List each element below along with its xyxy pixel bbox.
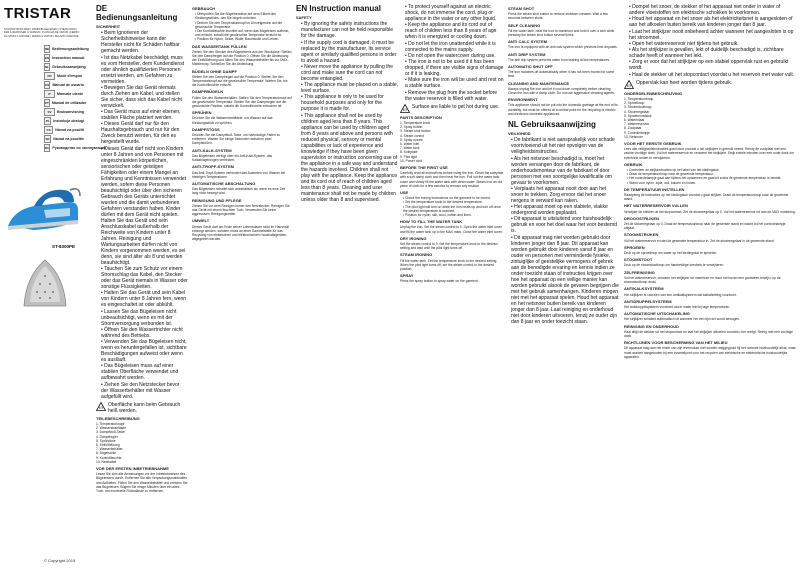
en-list-item: • If the supply cord is damaged, it must be replaced by the manufacturer, its service agent or similarly qualified persons in order to avoid a hazard. [301,40,398,64]
language-item [44,98,87,107]
de-list-item: • Die Kontrollleuchte leuchtet auf, wenn das Bügeleisen aufheizt, und erlischt, sobald die gewünschte Temperatur erreicht ist. [195,29,292,37]
soleplate-illustration [20,256,70,316]
de-list-item: • Dieses Gerät darf nur für den Haushaltsgebrauch und nur für den Zweck benutzt werden, für den es hergestellt wurde. [101,121,188,145]
hot-surface-warning-icon [96,402,106,411]
en-parts-block: PARTS DESCRIPTION 1. Temperature knob 2. Spray button 3. Steam shot button 4. Steam control 5. Spray nozzle 6. Water inlet 7. Water tank 8. Soleplate 9. Pilot light 10. Power cord BEFORE THE FIRST USE Carefully read all instructions before using the iron. Clean the soleplate with a soft damp cloth and then heat the iron. Pull out the water tank cover and slowly fill the water tank with clean water. Steam iron an old piece of cloth for a few minutes to remove any residue. USE • Check the ironing instructions on the garment to be ironed. • Set the temperature knob to the desired temperature. • The pilot light will turn on while the iron heats up and turn off once the desired temperature is reached. • Position for nylon, silk, wool, cotton and linen. HOW TO FILL THE WATER TANK Unplug the iron. Set the steam control to 0. Open the water inlet cover and fill the water tank up to the MAX mark. Close the water inlet cover. DRY IRONING Set the steam control to 0. Set the temperature knob to the desired setting and wait until the pilot light turns off. STEAM IRONING Fill the water tank. Set the temperature knob to the desired setting. When the pilot light turns off, set the steam control to the desired position. SPRAY Press the spray button to spray water on the garment. [400,116,504,284]
de-list-item: • Überprüfen Sie die Bügelhinweise auf dem Etikett des Kleidungsstücks, das Sie bügeln möchten. [195,12,292,20]
de-section-heading: UMWELT [192,218,210,224]
de-section-heading: REINIGUNG UND PFLEGE [192,197,242,203]
nl-list-item: • Het apparaat moet op een stabiele, vlakke ondergrond worden geplaatst. [511,204,620,216]
nl-part-item: 2. Sproeiknop [624,101,645,106]
language-code-badge: EN [45,55,50,60]
en-list-item: • This appliance shall not be used by children aged less than 8 years. This appliance can be used by children aged from 8 years and above and persons with reduced physical, sensory or mental capabilities or lack of experience and knowledge if they have been given supervision or instruction concerning use of the appliance in a safe way and understand the hazards involved. Children shall not play with the appliance. Keep the appliance and its cord out of reach of children aged less than 8 years. Cleaning and user maintenance shall not be made by children unless older than 8 and supervised. [301,113,398,203]
nl-section-text: Het strijkijzer is voorzien van een antikalksysteem dat kalkafzetting voorkomt. [624,292,737,297]
language-code-badge: FR [44,72,55,80]
language-item [44,134,84,143]
de-section-text: Dieses Gerät darf am Ende seiner Lebensdauer nicht im Hausmüll entsorgt werden, sondern muss an einer Sammelstelle für das Recycling von elektrischen und elektronischen Haushaltsgeräten abgegeben werden. [192,224,289,242]
language-code-badge: IT [44,90,55,98]
nl-section-heading: HET WATERRESERVOIR VULLEN [624,203,688,209]
en-part-item: 7. Water tank [400,146,420,151]
en-section-text: Set the steam control to 0. Set the temperature knob to the desired setting and wait until the pilot light turns off. [400,242,498,251]
de-safety-list [96,30,188,400]
en-title: EN Instruction manual [296,4,381,13]
nl-list-item: • Controleer de strijkinstructies op het label van het kledingstuk. [627,168,796,172]
en-list-item: • The appliance must be placed on a stable, level surface. [301,82,398,94]
de-list-item: • Halten Sie das Gerät und sein Kabel von Kindern unter 8 Jahren fern, wenn es eingeschaltet ist oder abkühlt. [101,290,188,308]
language-item [44,53,84,62]
en-section-text: The iron switches off automatically when it has not been moved for some time. [508,70,615,79]
en-list-item: • Keep the appliance and its cord out of reach of children less than 8 years of age when it is energized or cooling down. [405,22,504,40]
product-subtitle: STOOMSTRIJKIJZER | DAMPFBÜGELEISEN | STEAM IRON | FER À REPASSER À VAPEUR | PLANCHA DE VAPOR | FERRO DA STIRO A VAPORE | FERRO A VAPOR | ŻELAZKO PAROWE [4,28,80,38]
language-code-badge: PL [45,118,50,123]
de-part-item: 7. Wasserbehälter [96,447,123,452]
en-hot-surface-warning: Surface are liable to get hot during use. [400,104,504,113]
nl-section-heading: STOOMSTRIJKEN [624,232,659,238]
nl-section-text: Druk op de stoomstootknop om hardnekkige kreukels te verwijderen. [624,263,725,268]
en-section-heading: SPRAY [400,273,414,279]
en-part-item: 4. Steam control [400,133,425,138]
en-part-item: 10. Power cord [400,158,423,163]
de-section-text: Ziehen Sie den Stecker des Bügeleisens aus der Steckdose. Stellen Sie den Dampfregler auf die Position 0. Öffnen Sie die Abdeckung der Einfüllöffnung und füllen Sie den Wasserbehälter bis zur MAX-Markierung. Schließen Sie die Abdeckung. [192,49,292,67]
de-list-item: • Ist das Netzkabel beschädigt, muss es vom Hersteller, dem Kundendienst oder ähnlich qualifizierten Personen ersetzt werden, um Gefahren zu vermeiden. [101,55,188,85]
de-list-item: • Drehen Sie den Temperaturknopf im Uhrzeigersinn auf die gewünschte Temperatur. [195,21,292,29]
en-section-heading: ANTI CALC SYSTEM [508,39,548,45]
de-list-item: • Das Bügeleisen muss auf einer stabilen Oberfläche verwendet und aufbewahrt werden. [101,363,188,381]
nl-title: NL Gebruiksaanwijzing [508,120,596,130]
language-code-badge: CS [44,126,53,134]
language-label: Manual de usuario [52,82,84,87]
en-section-heading: DRY IRONING [400,235,427,241]
language-list [44,44,107,152]
nl-section-heading: ANTIDRUPPELSYSTEEM [624,298,672,304]
nl-part-item: 8. Zoolplaat [624,126,642,131]
en-safety-list [296,21,398,202]
en-section-heading: SELF CLEANING [508,22,541,28]
nl-section-heading: RICHTLIJNEN VOOR BESCHERMING VAN HET MILIEU [624,340,728,346]
de-section-text: Drücken Sie die Dampfstoß-Taste, um hartnäckige Falten zu entfernen. Warten Sie einige Sekunden zwischen zwei Dampfstößen. [192,133,281,146]
language-label: Руководство по эксплуатации [52,145,107,150]
de-list-item: • Lassen Sie das Bügeleisen nicht unbeaufsichtigt, wenn es mit der Stromversorgung verbunden ist. [101,309,188,327]
de-section-text: Ziehen Sie vor dem Reinigen immer den Netzstecker. Reinigen Sie das Gerät mit einem feuchten Tuch. Verwenden Sie keine aggressiven Reinigungsmittel. [192,203,290,217]
language-code-badge: ES [45,82,50,87]
nl-section-heading: REINIGING EN ONDERHOUD [624,323,679,329]
language-item [44,71,84,80]
nl-list-item: • Het controlelampje gaat aan tijdens het opwarmen en gaat uit zodra de gewenste temperatuur is bereikt. [627,176,796,180]
de-section-heading: AUTOMATISCHE ABSCHALTUNG [192,180,256,186]
de-section-text: Stellen Sie den Dampfregler auf die Position 0. Stellen Sie den Temperaturknopf auf die gewünschte Temperatur. Warten Sie, bis die Kontrollleuchte erlischt. [192,74,288,88]
nl-hot-surface-warning: Oppervlak kan heet worden tijdens gebruik. [624,80,796,89]
language-item [44,107,84,116]
language-code-badge: PT [45,100,49,105]
en-column-main [296,4,398,571]
nl-section-text: Haal altijd de stekker uit het stopcontact en laat het strijkijzer afkoelen voordat u het reinigt. Reinig met een vochtige doek. [624,329,793,338]
language-label: Manual de utilizador [51,100,87,105]
nl-part-item: 10. Netsnoer [624,134,643,139]
nl-list-item: • Dit apparaat mag niet worden gebruikt door kinderen jonger dan 8 jaar. Dit apparaat kan worden gebruikt door kinderen vanaf 8 jaar en ouder en personen met verminderde fysieke, zintuiglijke of geestelijke vermogens of gebrek aan de benodigde ervaring en kennis indien ze onder toezicht staan of instructies krijgen over hoe het apparaat op een veilige manier kan worden gebruikt alsook de gevaren begrijpen die met het gebruik samenhangen. Kinderen mogen niet met het apparaat spelen. Houd het apparaat en het netsnoer buiten bereik van kinderen jonger dan 8 jaar. Laat reiniging en onderhoud niet door kinderen uitvoeren, tenzij ze ouder zijn dan 8 jaar en onder toezicht staan. [511,235,620,325]
nl-part-item: 3. Stoomstootknop [624,105,652,110]
en-list-item: • Make sure the iron will be used and rest on a stable surface. [405,77,504,89]
en-section-heading: CLEANING AND MAINTENANCE [508,80,570,86]
de-part-item: 8. Bügelsohle [96,451,116,456]
en-part-item: 5. Spray nozzle [400,137,423,142]
en-part-item: 2. Spray button [400,125,423,130]
de-section-text: Das Bügeleisen schaltet sich automatisch ab, wenn es eine Zeit lang nicht bewegt wird. [192,187,286,196]
de-section-heading: SPRÜHEN [192,110,212,116]
nl-list-item: • Stand voor nylon, zijde, wol, katoen en linnen. [627,181,796,185]
de-section-heading: ANTI-TROPF-SYSTEM [192,164,234,170]
nl-safety-heading: VEILIGHEID [508,131,531,137]
nl-section-text: Raadpleeg de instructies op het kledingstuk voordat u gaat strijken. Draai de temperatuurknop naar de gewenste stand. [624,193,789,202]
en-section-text: Press the spray button to spray water on the garment. [400,279,479,284]
en-list-item: • Set the temperature knob to the desired temperature. [403,200,504,204]
en-column-continued [400,4,504,571]
language-code-badge: SK [45,136,50,141]
language-item [44,116,84,125]
language-code-badge: NL [45,64,49,69]
nl-section-heading: STOOMSTOOT [624,257,653,263]
de-list-item: • Position für Nylon, Seide, Wolle, Baumwolle und Leinen. [195,37,292,41]
nl-section-text: Verwijder de stekker uit het stopcontact. Zet de stoomregelaar op 0. Vul het waterreservoir tot aan de MAX markering. [624,209,796,214]
en-part-item: 1. Temperature knob [400,120,431,125]
nl-section-text: Dit apparaat mag aan het einde van zijn levensduur niet worden weggegooid bij het normale huishoudelijk afval, maar moet worden aangeboden bij een inzamelpunt voor het recyclen van elektrische en elektronische huishoudelijke apparaten. [624,346,796,359]
de-part-item: 6. Einfüllöffnung [96,442,120,447]
en-list-item: • The pilot light will turn on while the iron heats up and turn off once the desired temperature is reached. [403,205,504,213]
nl-section-heading: AUTOMATISCHE UITSCHAKELING [624,311,690,317]
en-part-item: 3. Steam shot button [400,129,431,134]
en-part-item: 6. Water inlet [400,142,420,146]
nl-section-text: Druk op de sproeiknop om water op het kledingstuk te sproeien. [624,251,718,256]
en-list-item: • Position for nylon, silk, wool, cotton and linen. [403,213,504,217]
nl-list-item: • Als het strijkijzer is gevallen, lekt of duidelijk beschadigd is, zichtbare schade heeft of wanneer het lekt. [629,47,796,59]
de-list-item: • Beim Ignorieren der Sicherheitshinweise kann der Hersteller nicht für Schäden haftbar gemacht werden. [101,30,188,54]
en-part-item: 9. Pilot light [400,154,418,159]
en-safety-heading: SAFETY [296,15,312,20]
model-number: ST-8300PE [52,244,76,249]
en-list-item: • Never move the appliance by pulling the cord and make sure the cord can not become entangled. [301,64,398,82]
de-list-item: • Ziehen Sie den Netzstecker bevor der Wasserbehälter mit Wasser aufgefüllt wird. [101,382,188,400]
en-section-heading: ANTI DRIP SYSTEM [508,51,546,57]
hot-surface-warning-icon [624,80,634,89]
de-part-item: 10. Netzkabel [96,459,117,464]
nl-section-text: Vul het waterreservoir en stel de gewenste temperatuur in. Zet de stoomregelaar in de gewenste stand. [624,238,775,243]
de-safety-heading: SICHERHEIT [96,24,121,29]
language-label: Návod na použití [55,127,84,132]
en-section-text: Fill the water tank. Set the temperature knob to the desired setting. When the pilot light turns off, set the steam control to the desired position. [400,258,498,272]
nl-part-item: 7. Waterreservoir [624,122,650,127]
en-list-item: • The iron is not to be used if it has been dropped, if there are visible signs of damage or if it is leaking. [405,59,504,77]
de-parts-block: TEILEBESCHREIBUNG 1. Temperaturknopf 2. Wasserstrahltaste 3. Dampfstoß-Taste 4. Dampfregler 5. Sprühdüse 6. Einfüllöffnung 7. Wasserbehälter 8. Bügelsohle 9. Kontrollleuchte 10. Netzkabel VOR DER ERSTEN INBETRIEBNAHME Lesen Sie sich alle Anweisungen vor der Inbetriebnahme des Bügeleisens durch. Entfernen Sie alle Verpackungsmaterialien und Aufkleber. Füllen Sie den Wasserbehälter und erhitzen Sie das Bügeleisen. Bügeln Sie einige Minuten über ein altes Tuch, um eventuelle Rückstände zu entfernen. [96,415,188,494]
language-label: Instruction manual [52,55,85,60]
nl-list-item: • Verplaats het apparaat nooit door aan het snoer te trekken. Zorg ervoor dat het snoer nergens in verward kan raken. [511,186,620,204]
nl-parts-block: ONDERDELENBESCHRIJVING 1. Temperatuurknop 2. Sproeiknop 3. Stoomstootknop 4. Stoomregelaar 5. Sproeimondstuk 6. Waterinlaat 7. Waterreservoir 8. Zoolplaat 9. Controlelampje 10. Netsnoer VOOR HET EERSTE GEBRUIK Lees alle veiligheidsinstructies goed door voordat u het strijkijzer in gebruik neemt. Reinig de zoolplaat met een zachte vochtige doek. Vul het waterreservoir en verwarm het strijkijzer. Strijk enkele minuten over een oude doek om eventuele resten te verwijderen. GEBRUIK • Controleer de strijkinstructies op het label van het kledingstuk. • Draai de temperatuurknop naar de gewenste temperatuur. • Het controlelampje gaat aan tijdens het opwarmen en gaat uit zodra de gewenste temperatuur is bereikt. • Stand voor nylon, zijde, wol, katoen en linnen. DE TEMPERATUUR INSTELLEN Raadpleeg de instructies op het kledingstuk voordat u gaat strijken. Draai de temperatuurknop naar de gewenste stand. HET WATERRESERVOIR VULLEN Verwijder de stekker uit het stopcontact. Zet de stoomregelaar op 0. Vul het waterreservoir tot aan de MAX markering. DROOGSTRIJKEN Zet de stoomregelaar op 0. Draai de temperatuurknop naar de gewenste stand en wacht tot het controlelampje uitgaat. STOOMSTRIJKEN Vul het waterreservoir en stel de gewenste temperatuur in. Zet de stoomregelaar in de gewenste stand. SPROEIEN Druk op de sproeiknop om water op het kledingstuk te sproeien. STOOMSTOOT Druk op de stoomstootknop om hardnekkige kreukels te verwijderen. ZELFREINIGING Vul het waterreservoir, verwarm het strijkijzer tot maximum en houd het boven een gootsteen terwijl u op de stoomstootknop drukt. ANTIKALKSYSTEEM Het strijkijzer is voorzien van een antikalksysteem dat kalkafzetting voorkomt. ANTIDRUPPELSYSTEEM Het antidruppelsysteem voorkomt dat er water lekt bij lage temperaturen. AUTOMATISCHE UITSCHAKELING Het strijkijzer schakelt automatisch uit wanneer het een tijd niet wordt bewogen. REINIGING EN ONDERHOUD Haal altijd de stekker uit het stopcontact en laat het strijkijzer afkoelen voordat u het reinigt. Reinig met een vochtige doek. RICHTLIJNEN VOOR BESCHERMING VAN HET MILIEU Dit apparaat mag aan het einde van zijn levensduur niet worden weggegooid bij het normale huishoudelijk afval, maar moet worden aangeboden bij een inzamelpunt voor het recyclen van elektrische en elektronische huishoudelijke apparaten. [624,92,796,359]
de-section-text: Drücken Sie die Wasserstrahltaste, um Wasser auf das Kleidungsstück zu sprühen. [192,116,273,125]
language-item [44,89,84,98]
nl-part-item: 1. Temperatuurknop [624,96,654,101]
nl-part-item: 6. Waterinlaat [624,118,645,122]
en-section-text: The anti drip system prevents water from leaking at low temperatures. [508,57,610,62]
language-item [44,44,89,53]
nl-list-item: • Dit apparaat is uitsluitend voor huishoudelijk gebruik en voor het doel waar het voor bestemd is. [511,216,620,234]
en-section-heading: STEAM SHOT [508,6,535,11]
language-code-badge: SV [44,108,55,116]
en-section-text: Unplug the iron. Set the steam control to 0. Open the water inlet cover and fill the water tank up to the MAX mark. Close the water inlet cover. [400,225,503,234]
de-part-item: 4. Dampfregler [96,434,118,439]
de-list-item: • Das Gerät muss auf einer ebenen, stabilen Fläche platziert werden. [101,109,188,121]
nl-list-item: • Open het waterreservoir niet tijdens het gebruik. [629,41,796,47]
en-safety-list-continued [400,4,504,102]
nl-section-heading: DE TEMPERATUUR INSTELLEN [624,186,685,192]
nl-part-item: 5. Sproeimondstuk [624,113,652,118]
language-label: Bedienungsanleitung [52,46,89,51]
language-code-badge: RU [45,145,50,150]
nl-section-text: Het strijkijzer schakelt automatisch uit wanneer het een tijd niet wordt bewogen. [624,317,740,322]
en-section-text: Press the steam shot button to remove stubborn creases. Wait a few seconds between shots. [508,12,608,21]
de-section-heading: DAMPFSTOSS [192,126,220,132]
nl-safety-list [508,137,620,324]
steam-iron-illustration [4,180,82,240]
en-part-item: 8. Soleplate [400,150,418,155]
en-section-text: The iron is equipped with an anti calc system which prevents lime deposits. [508,45,618,50]
language-label: Instrukcja obsługi [53,118,84,123]
de-section-text: Füllen Sie den Wasserbehälter. Stellen Sie den Temperaturknopf auf die gewünschte Temperatur. Stellen Sie den Dampfregler auf die gewünschte Position, sobald die Kontrollleuchte erloschen ist. [192,95,292,109]
de-hot-surface-warning: Oberfläche kann beim Gebrauch heiß werden. [96,402,188,414]
en-section-heading: ENVIRONMENT [508,97,538,103]
language-item [44,80,84,89]
de-section-heading: ANTI-KALK-SYSTEM [192,147,232,153]
de-list-item: • Tauchen Sie zum Schutz vor einem Stromschlag das Kabel, den Stecker oder das Gerät niemals in Wasser oder sonstige Flüssigkeiten. [101,266,188,290]
en-section-text: Fill the water tank, heat the iron to maximum and hold it over a sink while pressing the steam shot button several times. [508,28,615,38]
nl-section-heading: ANTIKALKSYSTEEM [624,286,664,292]
de-title: DE Bedienungsanleitung [96,4,178,22]
de-section-heading: BÜGELN OHNE DAMPF [192,68,237,74]
nl-part-item: 4. Stoomregelaar [624,109,650,114]
de-column-details: GEBRAUCH • Überprüfen Sie die Bügelhinweise auf dem Etikett des Kleidungsstücks, das Sie bügeln möchten. • Drehen Sie den Temperaturknopf im Uhrzeigersinn auf die gewünschte Temperatur. • Die Kontrollleuchte leuchtet auf, wenn das Bügeleisen aufheizt, und erlischt, sobald die gewünschte Temperatur erreicht ist. • Position für Nylon, Seide, Wolle, Baumwolle und Leinen. DAS WASSERTANK FÜLLEN Ziehen Sie den Stecker des Bügeleisens aus der Steckdose. Stellen Sie den Dampfregler auf die Position 0. Öffnen Sie die Abdeckung der Einfüllöffnung und füllen Sie den Wasserbehälter bis zur MAX-Markierung. Schließen Sie die Abdeckung. BÜGELN OHNE DAMPF Stellen Sie den Dampfregler auf die Position 0. Stellen Sie den Temperaturknopf auf die gewünschte Temperatur. Warten Sie, bis die Kontrollleuchte erlischt. DAMPFBÜGELN Füllen Sie den Wasserbehälter. Stellen Sie den Temperaturknopf auf die gewünschte Temperatur. Stellen Sie den Dampfregler auf die gewünschte Position, sobald die Kontrollleuchte erloschen ist. SPRÜHEN Drücken Sie die Wasserstrahltaste, um Wasser auf das Kleidungsstück zu sprühen. DAMPFSTOSS Drücken Sie die Dampfstoß-Taste, um hartnäckige Falten zu entfernen. Warten Sie einige Sekunden zwischen zwei Dampfstößen. ANTI-KALK-SYSTEM Das Bügeleisen verfügt über ein Anti-Kalk-System, das Kalkablagerungen verhindert. ANTI-TROPF-SYSTEM Das Anti-Tropf-System verhindert das Austreten von Wasser bei niedrigen Temperaturen. AUTOMATISCHE ABSCHALTUNG Das Bügeleisen schaltet sich automatisch ab, wenn es eine Zeit lang nicht bewegt wird. REINIGUNG UND PFLEGE Ziehen Sie vor dem Reinigen immer den Netzstecker. Reinigen Sie das Gerät mit einem feuchten Tuch. Verwenden Sie keine aggressiven Reinigungsmittel. UMWELT Dieses Gerät darf am Ende seiner Lebensdauer nicht im Hausmüll entsorgt werden, sondern muss an einer Sammelstelle für das Recycling von elektrischen und elektronischen Haushaltsgeräten abgegeben werden. [192,4,292,571]
de-list-item: • Öffnen Sie den Wassertrichter nicht während des Betriebs. [101,327,188,339]
nl-list-item: • Laat het strijkijzer nooit onbeheerd achter wanneer het aangesloten is op het stroomnet. [629,29,796,41]
nl-section-text: Het antidruppelsysteem voorkomt dat er water lekt bij lage temperaturen. [624,304,731,309]
de-list-item: • Bewegen Sie das Gerät niemals durch Ziehen am Kabel, und stellen Sie sicher, dass sich das Kabel nicht verwickelt. [101,85,188,109]
nl-list-item: • Zorg er voor dat het strijkijzer op een stabiel oppervlak rust en gebruikt wordt. [629,59,796,71]
de-part-item: 9. Kontrollleuchte [96,455,122,460]
language-code-badge: DE [45,46,50,51]
en-list-item: • Remove the plug from the socket before the water reservoir is filled with water. [405,90,504,102]
de-column-main [96,4,188,571]
de-section-text: Das Anti-Tropf-System verhindert das Austreten von Wasser bei niedrigen Temperaturen. [192,170,286,179]
nl-list-item: • De fabrikant is niet aansprakelijk voor schade voortvloeiend uit het niet opvolgen van de veiligheidsinstructies. [511,137,620,155]
nl-section-text: Vul het waterreservoir, verwarm het strijkijzer tot maximum en houd het boven een gootsteen terwijl u op de stoomstootknop drukt. [624,275,781,285]
nl-section-text: Zet de stoomregelaar op 0. Draai de temperatuurknop naar de gewenste stand en wacht tot het controlelampje uitgaat. [624,222,786,231]
nl-list-item: • Dompel het snoer, de stekker of het apparaat niet onder in water of andere vloeistoffen om elektrische schokken te voorkomen. [629,4,796,16]
language-label: Mode d'emploi [57,73,83,78]
en-section-heading: HOW TO FILL THE WATER TANK [400,219,463,225]
de-section-heading: DAS WASSERTANK FÜLLEN [192,43,247,49]
de-part-item: 1. Temperaturknopf [96,421,125,426]
en-list-item: • By ignoring the safety instructions the manufacturer can not be held responsible for the damage. [301,21,398,39]
language-label: Gebruiksaanwijzing [52,64,86,69]
de-section-heading: DAMPFBÜGELN [192,89,224,95]
de-part-item: 2. Wasserstrahltaste [96,426,126,431]
language-label: Manuale utente [57,91,84,96]
copyright-notice: © Copyright 2019 [44,558,76,563]
nl-section-heading: ZELFREINIGING [624,269,655,275]
language-item [44,62,84,71]
brand-logo: TRISTAR [4,5,72,22]
language-item [44,125,84,134]
nl-safety-list-continued [624,4,796,78]
nl-section-heading: DROOGSTRIJKEN [624,215,659,221]
nl-list-item: • Houd het apparaat en het snoer als het elektriciteitsnet is aangesloten of aan het afkoelen buiten bereik van kinderen jonger dan 8 jaar. [629,16,796,28]
en-section-heading: AUTOMATIC SHUT OFF [508,64,553,70]
en-section-text: Always unplug the iron and let it cool down completely before cleaning. Clean the iron with a damp cloth. Do not use aggressive cleaning agents. [508,86,615,96]
de-part-item: 3. Dampfstoß-Taste [96,430,125,435]
language-label: Bruksanvisning [57,109,84,114]
en-list-item: • To protect yourself against an electric shock, do not immerse the cord, plug or appliance in the water or any other liquid. [405,4,504,22]
de-list-item: • Verwenden Sie das Bügeleisen nicht, wenn es heruntergefallen ist, sichtbare Beschädigungen aufweist oder wenn es ausläuft. [101,339,188,363]
hot-surface-warning-icon [400,104,410,113]
en-list-item: • Do not open the watercover during use. [405,53,504,59]
nl-section-heading: SPROEIEN [624,244,645,250]
nl-part-item: 9. Controlelampje [624,130,650,135]
nl-list-item: • Als het netsnoer beschadigd is, moet het worden vervangen door de fabrikant, de onderhoudsmonteur van de fabrikant of door personen met een soortgelijke kwalificatie om gevaar te voorkomen. [511,156,620,186]
nl-list-item: • Draai de temperatuurknop naar de gewenste temperatuur. [627,172,796,176]
en-section-text: This appliance should not be put into the domestic garbage at the end of its durability, but must be offered at a central point for the recycling of electric and electronic domestic appliances. [508,103,618,116]
de-part-item: 5. Sprühdüse [96,438,116,443]
en-list-item: • This appliance is only to be used for household purposes and only for the purpose it is made for. [301,94,398,112]
nl-column-details [624,4,796,571]
de-section-text: Das Bügeleisen verfügt über ein Anti-Kalk-System, das Kalkablagerungen verhindert. [192,153,273,163]
nl-list-item: • Haal de stekker uit het stopcontact voordat u het reservoir met water vult. [629,72,796,78]
de-list-item: • Dieses Gerät darf nicht von Kindern unter 8 Jahren und von Personen mit eingeschränkten körperlichen, sensorischen oder geistigen Fähigkeiten oder einem Mangel an Erfahrung und Kenntnissen verwendet werden, sofern diese Personen beaufsichtigt oder über den sicheren Gebrauch des Geräts unterrichtet wurden und die damit verbundenen Gefahren verstanden haben. Kinder dürfen mit dem Gerät nicht spielen. Halten Sie das Gerät und sein Anschlusskabel außerhalb der Reichweite von Kindern unter 8 Jahren. Reinigung und Wartungsarbeiten dürfen nicht von Kindern vorgenommen werden, es sei denn, sie sind älter als 8 und werden beaufsichtigt. [101,146,188,266]
en-list-item: • Do not let the iron unattended while it is connected to the mains supply. [405,41,504,53]
language-item [44,143,107,152]
en-list-item: • Check the ironing instructions on the garment to be ironed. [403,196,504,200]
en-section-heading: STEAM IRONING [400,252,433,258]
language-label: Návod na použitie [53,136,84,141]
en-column-details [508,4,620,571]
